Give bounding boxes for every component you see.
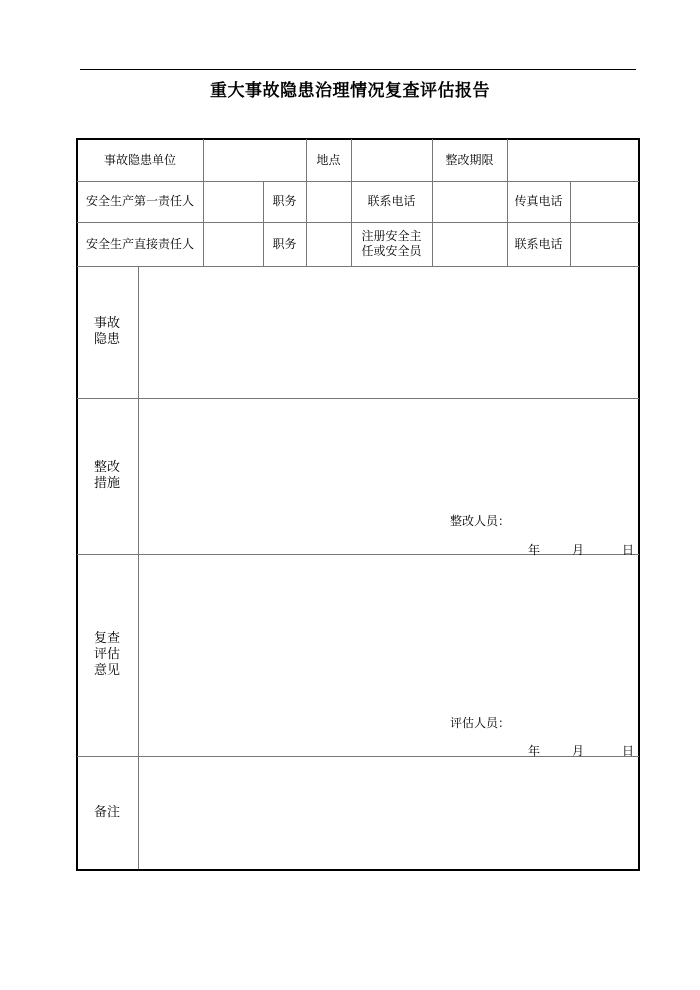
hazard-label (76, 266, 138, 398)
phone-value[interactable] (432, 181, 507, 222)
review-person-label: 评估人员： (450, 716, 511, 730)
review-year-label: 年 (528, 744, 541, 758)
phone-value[interactable] (570, 222, 639, 266)
measures-year-label: 年 (528, 543, 541, 557)
unit-value[interactable] (203, 139, 306, 181)
measures-day-label: 日 (622, 543, 635, 557)
review-month-label: 月 (572, 744, 585, 758)
position-value[interactable] (306, 181, 351, 222)
hazard-label-text: 事故隐患 (93, 316, 120, 347)
review-content[interactable] (139, 555, 639, 756)
top-rule (80, 69, 636, 70)
direct-responsible-value[interactable] (203, 222, 263, 266)
phone-label: 联系电话 (514, 236, 563, 251)
position-value[interactable] (306, 222, 351, 266)
review-label (76, 554, 138, 756)
remarks-label (76, 756, 138, 870)
document-title: 重大事故隐患治理情况复查评估报告 (210, 81, 490, 101)
unit-label: 事故隐患单位 (103, 152, 176, 167)
phone-label: 联系电话 (367, 194, 416, 208)
location-label: 地点 (316, 152, 341, 167)
measures-content[interactable] (139, 399, 639, 554)
direct-responsible-label: 安全生产直接责任人 (85, 236, 194, 251)
position-label: 职务 (272, 194, 297, 208)
measures-label (76, 398, 138, 554)
measures-label-text: 整改措施 (93, 460, 120, 491)
deadline-label: 整改期限 (445, 152, 494, 167)
safety-officer-value[interactable] (432, 222, 507, 266)
safety-officer-label-text: 注册安全主任或安全员 (361, 229, 422, 258)
first-responsible-label: 安全生产第一责任人 (85, 194, 194, 208)
location-value[interactable] (351, 139, 432, 181)
measures-month-label: 月 (572, 543, 585, 557)
review-label-text: 复查评估意见 (93, 631, 120, 678)
review-day-label: 日 (622, 744, 635, 758)
remarks-label-text: 备注 (93, 805, 120, 820)
measures-person-label: 整改人员： (450, 514, 511, 528)
position-label: 职务 (272, 236, 297, 251)
safety-officer-label (351, 222, 432, 266)
deadline-value[interactable] (507, 139, 639, 181)
first-responsible-value[interactable] (203, 181, 263, 222)
remarks-content[interactable] (139, 757, 639, 869)
hazard-content[interactable] (139, 267, 639, 398)
fax-label: 传真电话 (514, 194, 563, 208)
fax-value[interactable] (570, 181, 639, 222)
